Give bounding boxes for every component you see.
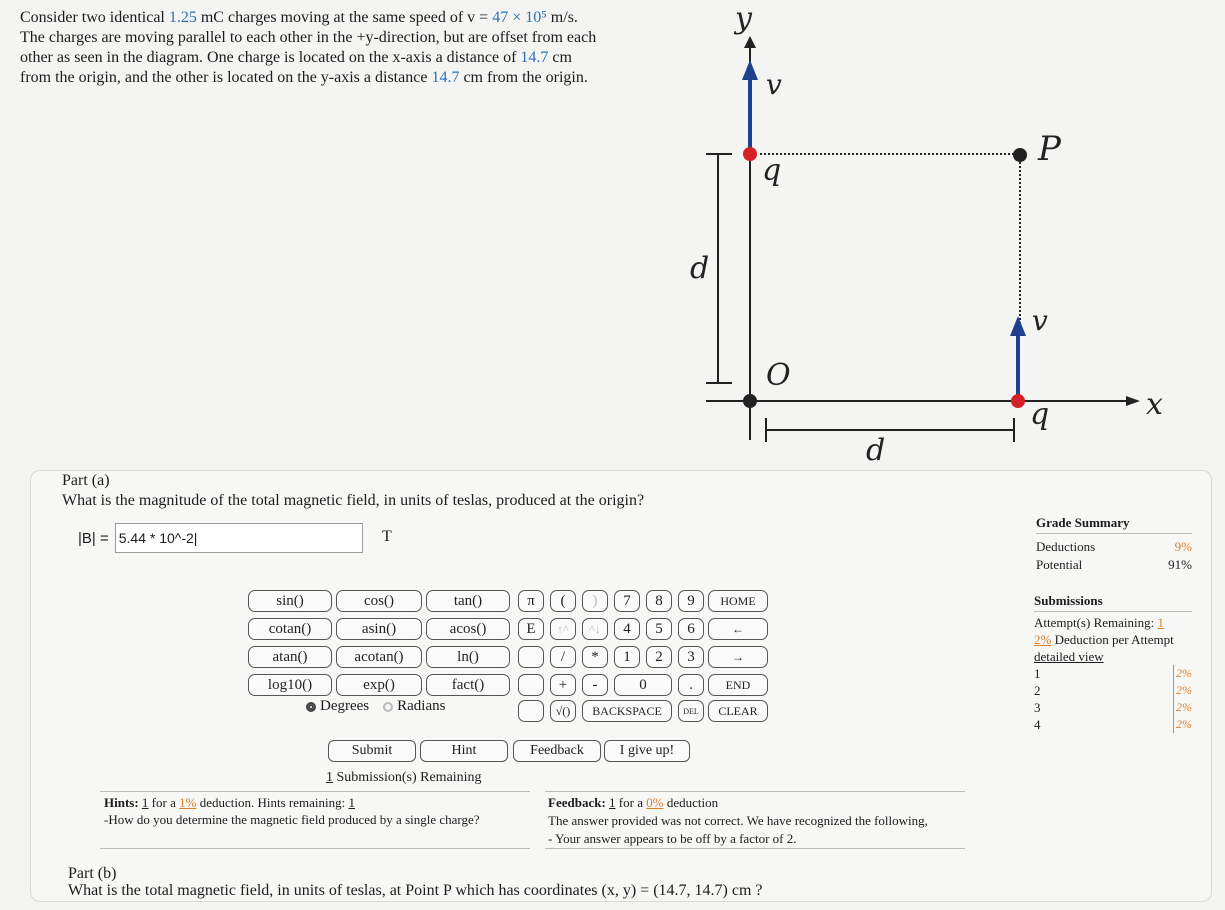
end-button[interactable]: END xyxy=(708,674,768,696)
y-axis-label: y xyxy=(735,1,752,36)
feedback-line-1: The answer provided was not correct. We have recognized the following, xyxy=(548,813,928,828)
ln-button[interactable]: ln() xyxy=(426,646,510,668)
charge-value: 1.25 xyxy=(168,9,197,26)
exp-button[interactable]: exp() xyxy=(336,674,422,696)
digit-1-button[interactable]: 1 xyxy=(614,646,640,668)
part-b-title: Part (b) xyxy=(68,865,117,882)
submit-button[interactable]: Submit xyxy=(328,740,416,762)
fact-button[interactable]: fact() xyxy=(426,674,510,696)
pi-button[interactable]: π xyxy=(518,590,544,612)
hint-text: -How do you determine the magnetic field produced by a single charge? xyxy=(104,812,480,827)
cos-button[interactable]: cos() xyxy=(336,590,422,612)
superscript-up-button[interactable]: ↑^ xyxy=(550,618,576,640)
radians-label: Radians xyxy=(397,698,446,714)
detailed-view-link[interactable]: detailed view xyxy=(1034,649,1104,664)
hints-panel: Hints: 1 for a 1% deduction. Hints remaining: 1 -How do you determine the magnetic field produced by a single charge? xyxy=(104,795,480,827)
digit-7-button[interactable]: 7 xyxy=(614,590,640,612)
degrees-radio[interactable] xyxy=(306,702,316,712)
distance-label-horizontal: d xyxy=(866,433,886,468)
deductions-value: 9% xyxy=(1174,539,1192,554)
distance-y-value: 14.7 xyxy=(431,69,460,86)
cursor-right-button[interactable]: → xyxy=(708,646,768,668)
decimal-point-button[interactable]: . xyxy=(678,674,704,696)
charge-on-x-axis xyxy=(1011,394,1025,408)
submissions-title: Submissions xyxy=(1034,592,1192,612)
tan-button[interactable]: tan() xyxy=(426,590,510,612)
digit-5-button[interactable]: 5 xyxy=(646,618,672,640)
feedback-panel: Feedback: 1 for a 0% deduction The answer provided was not correct. We have recognized the following, - Your answer appears to be off by a factor of 2. xyxy=(548,795,928,846)
open-paren-button[interactable]: ( xyxy=(550,590,576,612)
answer-row xyxy=(78,522,363,554)
submissions-remaining: 1 Submission(s) Remaining xyxy=(326,770,482,785)
feedback-button[interactable]: Feedback xyxy=(513,740,601,762)
log10-button[interactable]: log10() xyxy=(248,674,332,696)
cursor-left-button[interactable]: ← xyxy=(708,618,768,640)
cotan-button[interactable]: cotan() xyxy=(248,618,332,640)
digit-0-button[interactable]: 0 xyxy=(614,674,672,696)
blank-button-3[interactable] xyxy=(518,700,544,722)
hint-button[interactable]: Hint xyxy=(420,740,508,762)
clear-button[interactable]: CLEAR xyxy=(708,700,768,722)
part-a-title: Part (a) xyxy=(62,472,110,489)
digit-3-button[interactable]: 3 xyxy=(678,646,704,668)
angle-mode-selector xyxy=(306,698,445,715)
blank-button-2[interactable] xyxy=(518,674,544,696)
submissions-panel: Submissions Attempt(s) Remaining: 1 2% Deduction per Attempt detailed view 1 2% 2 2% 3 2% 4 2% xyxy=(1034,593,1192,732)
digit-8-button[interactable]: 8 xyxy=(646,590,672,612)
minus-button[interactable]: - xyxy=(582,674,608,696)
point-p-label: P xyxy=(1038,129,1061,169)
plus-button[interactable]: + xyxy=(550,674,576,696)
close-paren-button[interactable]: ) xyxy=(582,590,608,612)
digit-6-button[interactable]: 6 xyxy=(678,618,704,640)
speed-value: 47 × 10⁵ xyxy=(492,9,547,26)
digit-4-button[interactable]: 4 xyxy=(614,618,640,640)
grade-summary: Grade Summary Deductions 9% Potential 91% xyxy=(1036,515,1192,572)
divide-button[interactable]: / xyxy=(550,646,576,668)
give-up-button[interactable]: I give up! xyxy=(604,740,690,762)
superscript-down-button[interactable]: ^↓ xyxy=(582,618,608,640)
x-axis-arrowhead xyxy=(1126,396,1140,406)
origin-label: O xyxy=(766,358,791,393)
x-axis-label: x xyxy=(1146,387,1163,422)
digit-2-button[interactable]: 2 xyxy=(646,646,672,668)
delete-button[interactable]: DEL xyxy=(678,700,704,722)
feedback-line-2: - Your answer appears to be off by a factor of 2. xyxy=(548,831,797,846)
charge-label-right: q xyxy=(1030,397,1050,432)
blank-button-1[interactable] xyxy=(518,646,544,668)
origin-point xyxy=(743,394,757,408)
velocity-label-right: v xyxy=(1032,304,1048,337)
velocity-label-top: v xyxy=(766,68,782,101)
distance-label-vertical: d xyxy=(690,251,710,286)
charge-label-top: q xyxy=(762,153,782,188)
sqrt-button[interactable]: √() xyxy=(550,700,576,722)
atan-button[interactable]: atan() xyxy=(248,646,332,668)
problem-statement: Consider two identical 1.25 mC charges moving at the same speed of v = 47 × 10⁵ m/s. The charges are moving parallel to each other in the +y-direction, but are offset from each other as seen in the diagram. One charge is located on the x-axis a distance of 14.7 cm from the origin, and the other is located on the y-axis a distance 14.7 cm from the origin. xyxy=(20,9,597,86)
degrees-label: Degrees xyxy=(320,698,370,714)
answer-unit: T xyxy=(382,528,392,545)
digit-9-button[interactable]: 9 xyxy=(678,590,704,612)
point-p xyxy=(1013,148,1027,162)
y-axis-arrowhead xyxy=(744,36,756,48)
multiply-button[interactable]: * xyxy=(582,646,608,668)
asin-button[interactable]: asin() xyxy=(336,618,422,640)
home-button[interactable]: HOME xyxy=(708,590,768,612)
answer-label: |B| = xyxy=(78,529,109,547)
distance-x-value: 14.7 xyxy=(520,49,549,66)
grade-summary-title: Grade Summary xyxy=(1036,515,1192,534)
radians-radio[interactable] xyxy=(383,702,393,712)
backspace-button[interactable]: BACKSPACE xyxy=(582,700,672,722)
potential-value: 91% xyxy=(1168,557,1192,572)
acotan-button[interactable]: acotan() xyxy=(336,646,422,668)
answer-input[interactable]: 5.44 * 10^-2| xyxy=(115,523,363,553)
acos-button[interactable]: acos() xyxy=(426,618,510,640)
part-a-question: What is the magnitude of the total magnetic field, in units of teslas, produced at the origin? xyxy=(62,492,645,509)
exponent-e-button[interactable]: E xyxy=(518,618,544,640)
sin-button[interactable]: sin() xyxy=(248,590,332,612)
charge-on-y-axis xyxy=(743,147,757,161)
part-b-question: What is the total magnetic field, in units of teslas, at Point P which has coordinates (x, y) = (14.7, 14.7) cm ? xyxy=(68,882,763,899)
